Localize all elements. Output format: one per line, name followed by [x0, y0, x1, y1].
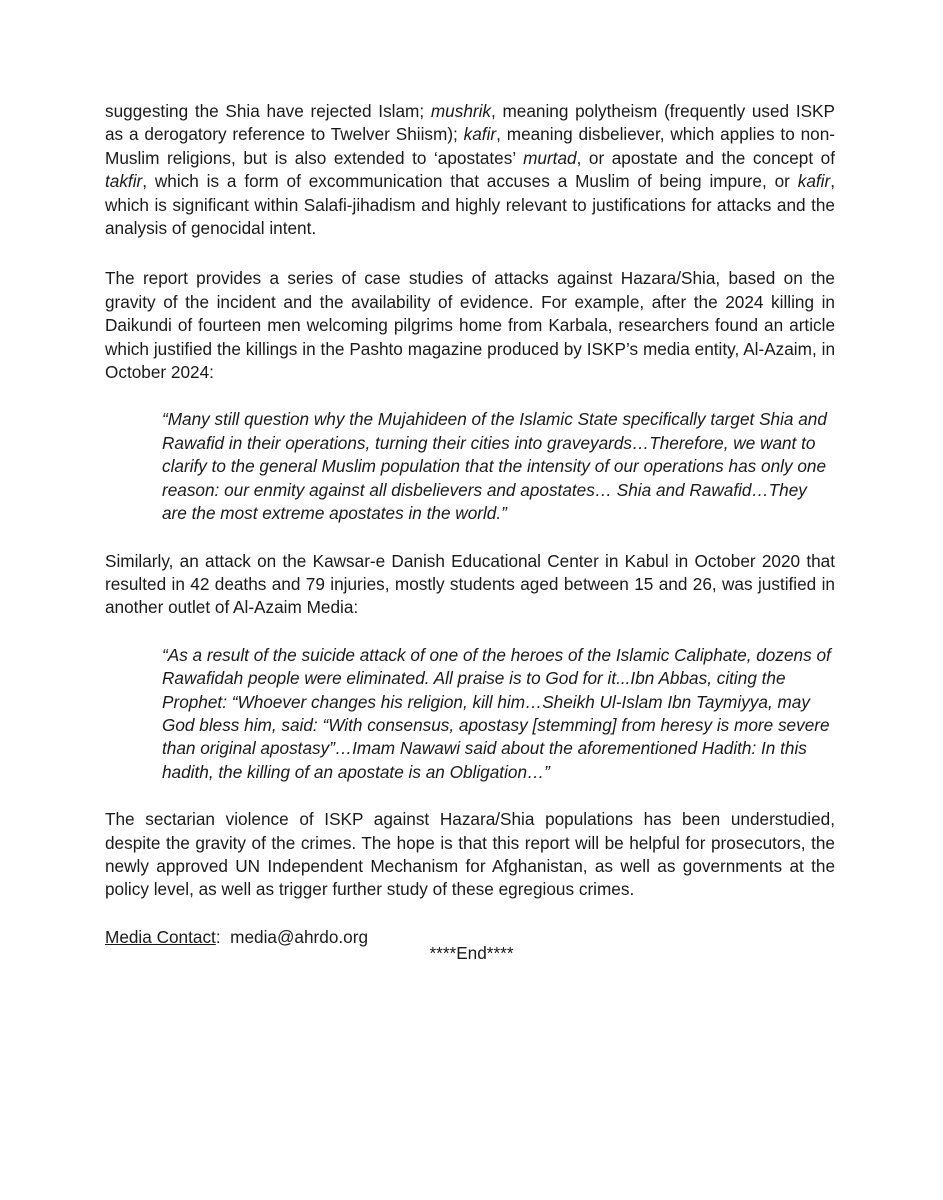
term-murtad: murtad — [523, 147, 577, 168]
text-run: , which is significant within Salafi-jihadism and highly relevant to justifications for attacks and the analysis of genocidal intent. — [105, 171, 835, 239]
paragraph-terminology — [105, 100, 835, 240]
document-body — [105, 100, 835, 949]
term-mushrik: mushrik — [430, 101, 492, 121]
term-kafir: kafir — [797, 171, 831, 192]
media-contact-email: media@ahrdo.org — [230, 926, 369, 947]
paragraph-conclusion: The sectarian violence of ISKP against Hazara/Shia populations has been understudied, despite the gravity of the crimes. The hope is that this report will be helpful for prosecutors, the newly approved UN Independent Mechanism for Afghanistan, as well as governments at the policy level, as well as trigger further study of these egregious crimes. — [105, 809, 835, 900]
text-run: , meaning polytheism (frequently used ISKP as a derogatory reference to Twelver Shiism); — [105, 101, 835, 145]
quote-al-azaim-2024: “Many still question why the Mujahideen of the Islamic State specifically target Shia and Rawafid in their operations, turning their cities into graveyards…Therefore, we want to clarify to the general Muslim population that the intensity of our operations has only one reason: our enmity against all disbelievers and apostates… Shia and Rawafid…They are the most extreme apostates in the world.” — [162, 409, 827, 524]
media-contact-label: Media Contact — [105, 926, 216, 947]
paragraph-kawsar-attack: Similarly, an attack on the Kawsar-e Danish Educational Center in Kabul in October 2020 that resulted in 42 deaths and 79 injuries, mostly students aged between 15 and 26, was justified in another outlet of Al-Azaim Media: — [105, 550, 835, 618]
quote-al-azaim-2020: “As a result of the suicide attack of one of the heroes of the Islamic Caliphate, dozens of Rawafidah people were eliminated. All praise is to God for it...Ibn Abbas, citing the Prophet: “Whoever changes his religion, kill him…Sheikh Ul-Islam Ibn Taymiyya, may God bless him, said: “With consensus, apostasy [stemming] from heresy is more severe than original apostasy”…Imam Nawawi said about the aforementioned Hadith: In this hadith, the killing of an apostate is an Obligation…” — [162, 644, 831, 782]
term-kafir: kafir — [463, 124, 497, 145]
paragraph-case-studies: The report provides a series of case studies of attacks against Hazara/Shia, based on the gravity of the incident and the availability of evidence. For example, after the 2024 killing in Daikundi of fourteen men welcoming pilgrims home from Karbala, researchers found an article which justified the killings in the Pashto magazine produced by ISKP’s media entity, Al-Azaim, in October 2024: — [105, 268, 835, 383]
term-takfir: takfir — [105, 171, 143, 192]
text-run: , which is a form of excommunication that accuses a Muslim of being impure, or — [142, 171, 798, 192]
text-run: , meaning disbeliever, which applies to non-Muslim religions, but is also extended to ‘apostates’ — [105, 124, 835, 168]
media-contact-separator: : — [215, 926, 221, 947]
end-marker: ****End**** — [429, 943, 514, 963]
text-run: suggesting the Shia have rejected Islam; — [105, 101, 431, 121]
text-run: , or apostate and the concept of — [576, 147, 836, 168]
